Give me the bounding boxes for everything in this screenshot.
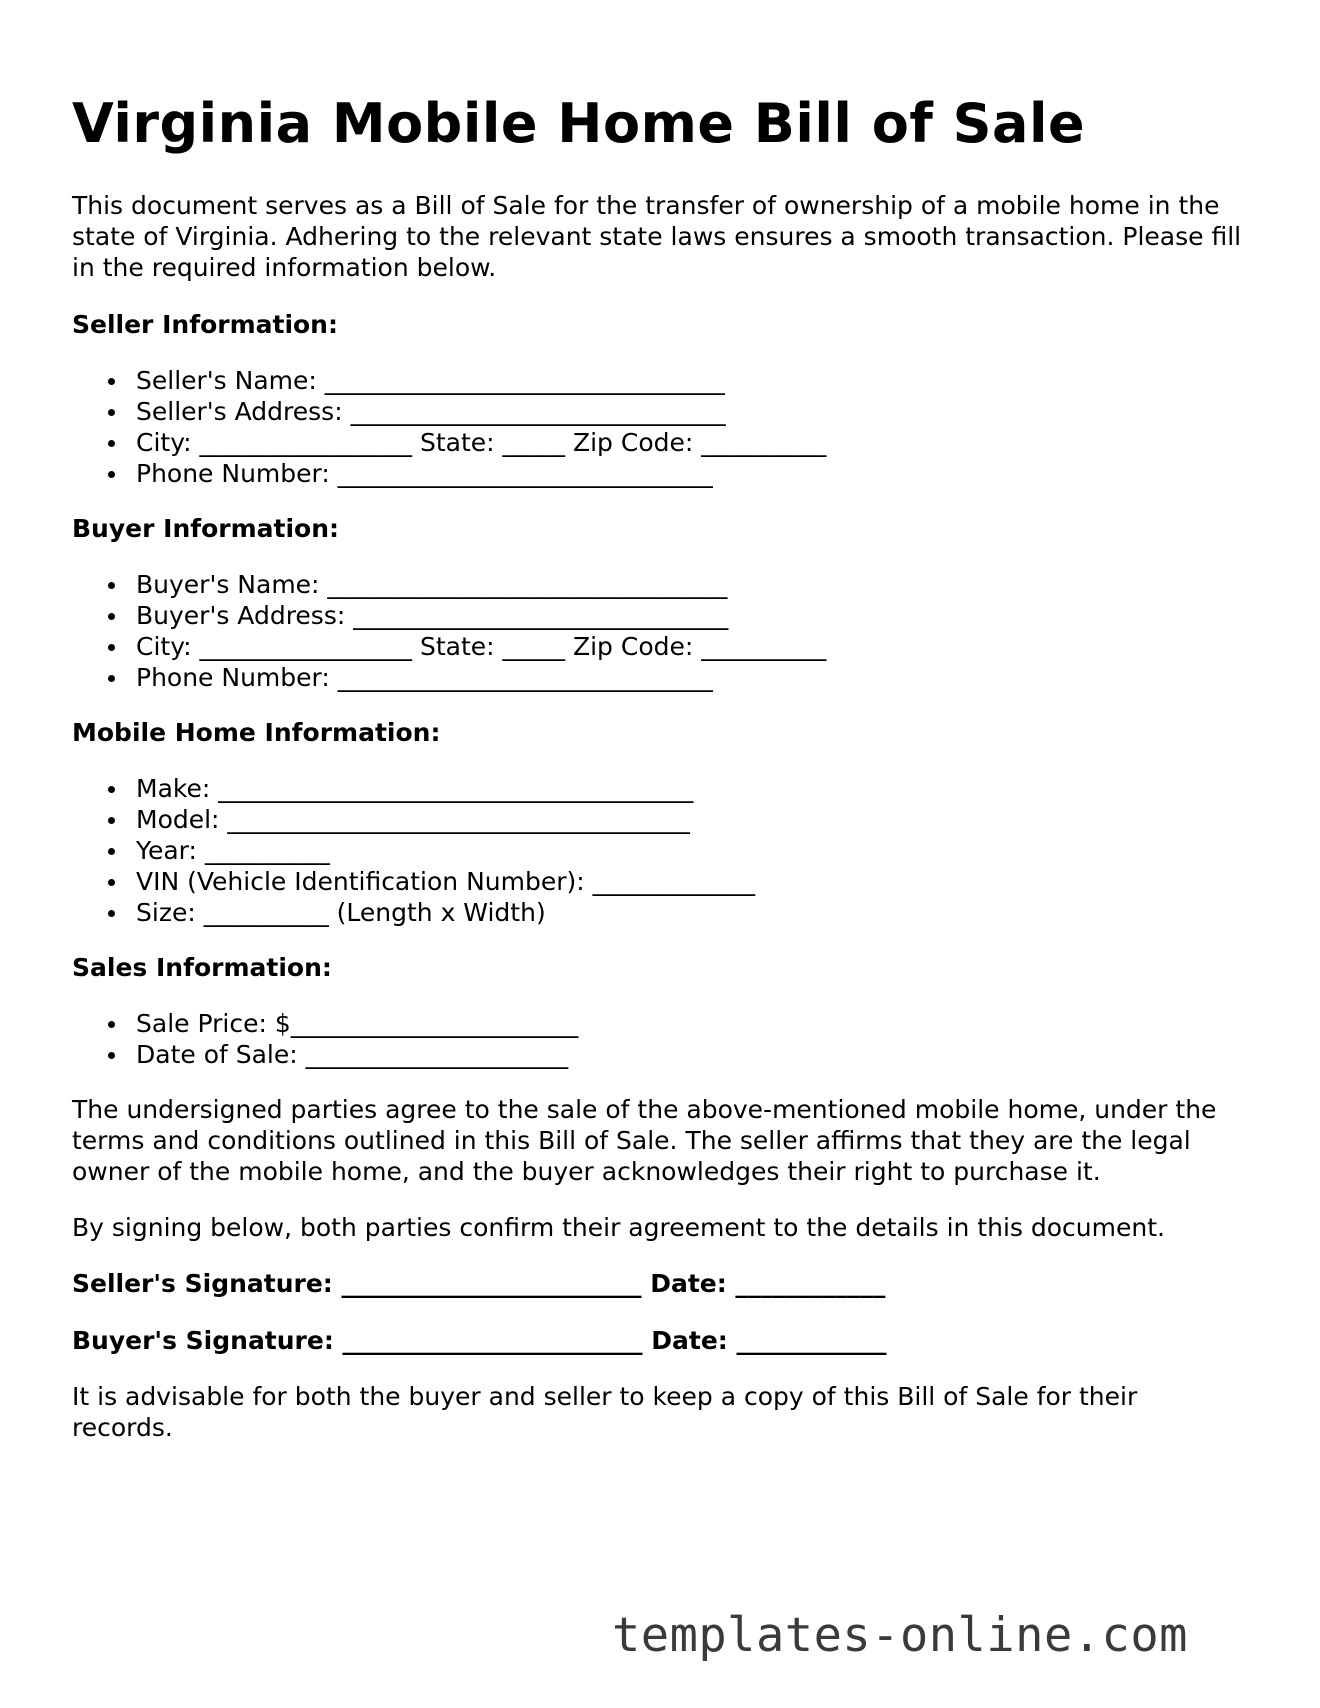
agreement-paragraph: The undersigned parties agree to the sale of the above-mentioned mobile home, under the terms and conditions outlined in this Bill of Sale. The seller affirms that they are the legal owner of the mobile home, and the buyer acknowledges their right to purchase it. xyxy=(72,1095,1217,1186)
confirm-paragraph: By signing below, both parties confirm their agreement to the details in this document. xyxy=(72,1213,1165,1242)
seller-address-field: Seller's Address: ______________________________ xyxy=(136,396,826,427)
year-field: Year: __________ xyxy=(136,835,755,866)
seller-phone-field: Phone Number: ______________________________ xyxy=(136,458,826,489)
buyer-city-state-zip-field: City: _________________ State: _____ Zip Code: __________ xyxy=(136,632,827,661)
buyer-fields xyxy=(72,569,826,693)
page-title: Virginia Mobile Home Bill of Sale xyxy=(72,92,1086,155)
watermark: templates-online.com xyxy=(612,1608,1188,1663)
size-field: Size: __________ (Length x Width) xyxy=(136,897,755,928)
buyer-name-field: Buyer's Name: ________________________________ xyxy=(136,569,826,600)
seller-city-state-zip-field: City: _________________ State: _____ Zip Code: __________ xyxy=(136,428,827,457)
make-field: Make: ______________________________________ xyxy=(136,773,755,804)
sale-price-field: Sale Price: $_______________________ xyxy=(136,1009,579,1038)
seller-heading: Seller Information: xyxy=(72,310,338,339)
model-field: Model: _____________________________________ xyxy=(136,804,755,835)
mobile-home-heading: Mobile Home Information: xyxy=(72,718,441,747)
date-of-sale-field: Date of Sale: _____________________ xyxy=(136,1039,578,1070)
vin-field: VIN (Vehicle Identification Number): _____________ xyxy=(136,867,756,896)
sales-fields xyxy=(72,1008,578,1070)
buyer-address-field: Buyer's Address: ______________________________ xyxy=(136,600,826,631)
mobile-home-fields xyxy=(72,773,755,928)
closing-paragraph: It is advisable for both the buyer and seller to keep a copy of this Bill of Sale for their records. xyxy=(72,1382,1138,1442)
buyer-heading: Buyer Information: xyxy=(72,514,340,543)
intro-paragraph: This document serves as a Bill of Sale for the transfer of ownership of a mobile home in the state of Virginia. Adhering to the relevant state laws ensures a smooth transaction. Please fill in the required information below. xyxy=(72,191,1242,282)
buyer-signature-line: Buyer's Signature: ________________________ Date: ____________ xyxy=(72,1326,887,1355)
seller-signature-line: Seller's Signature: ________________________ Date: ____________ xyxy=(72,1269,886,1298)
buyer-phone-field: Phone Number: ______________________________ xyxy=(136,662,826,693)
sales-heading: Sales Information: xyxy=(72,953,332,982)
seller-name-field: Seller's Name: ________________________________ xyxy=(136,365,826,396)
seller-fields xyxy=(72,365,826,489)
